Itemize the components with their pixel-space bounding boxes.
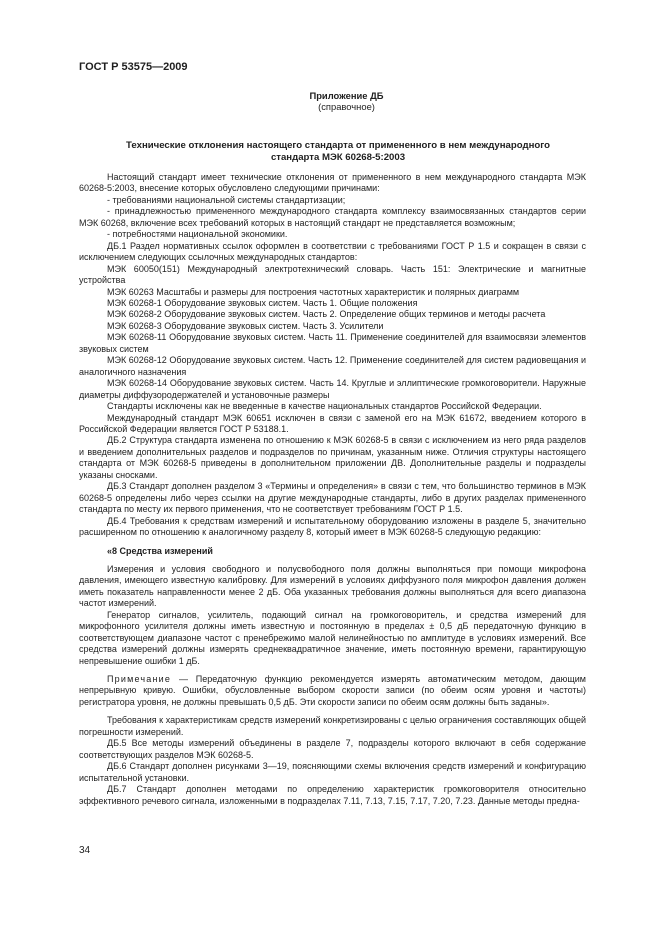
reference-item: МЭК 60268-3 Оборудование звуковых систем. Часть 3. Усилители: [107, 320, 384, 331]
reference-item: МЭК 60263 Масштабы и размеры для построения частотных характеристик и полярных диаграмм: [107, 286, 520, 297]
document-body: [79, 172, 586, 807]
excluded-standards-paragraph: Стандарты исключены как не введенные в качестве национальных стандартов Российской Федерации.: [107, 401, 542, 412]
reference-item: МЭК 60268-14 Оборудование звуковых систем. Часть 14. Круглые и эллиптические громкоговорители. Наружные диаметры диффузородержателей и установочные размеры: [79, 378, 586, 400]
title-line-1: Технические отклонения настоящего стандарта от примененного в нем международного: [126, 140, 550, 151]
clause-db1: ДБ.1 Раздел нормативных ссылок оформлен в соответствии с требованиями ГОСТ Р 1.5 и сокращен в связи с исключением следующих ссылочных международных стандартов:: [79, 240, 586, 263]
clause-db3: ДБ.3 Стандарт дополнен разделом 3 «Термины и определения» в связи с тем, что большинство терминов в МЭК 60268-5 определены либо через ссылки на другие международные стандарты, либо в других разделах примененного стандарта по месту их первого применения, что не соответствует требованиям ГОСТ Р 1.5.: [79, 481, 586, 515]
reference-item: МЭК 60268-11 Оборудование звуковых систем. Часть 11. Применение соединителей для взаимосвязи элементов звуковых систем: [79, 332, 586, 354]
note-paragraph: [79, 674, 586, 708]
requirements-paragraph: Требования к характеристикам средств измерений конкретизированы с целью ограничения составляющих общей погрешности измерений.: [79, 715, 586, 737]
appendix-heading: [0, 90, 661, 112]
document-code: ГОСТ Р 53575—2009: [79, 61, 188, 73]
reason-item: - требованиями национальной системы стандартизации;: [107, 194, 346, 205]
reference-item: МЭК 60050(151) Международный электротехнический словарь. Часть 151: Электрические и магнитные устройства: [79, 263, 586, 286]
clause-db7: ДБ.7 Стандарт дополнен методами по определению характеристик громкоговорителя относительно эффективного речевого сигнала, изложенными в подразделах 7.11, 7.13, 7.15, 7.17, 7.20, 7.23. Данные методы предна-: [79, 784, 586, 806]
reason-item: - потребностями национальной экономики.: [107, 229, 288, 240]
page-number: 34: [79, 845, 91, 856]
appendix-note: (справочное): [318, 101, 375, 112]
quoted-paragraph: Измерения и условия свободного и полусвободного поля должны выполняться при помощи микрофона давления, имеющего известную калибровку. Для измерений в условиях диффузного поля микрофон давления должен иметь показатель направленности менее 2 дБ. Оба указанных требования должны выполняться для всего диапазона частот измерений.: [79, 563, 586, 609]
replaced-standard-paragraph: Международный стандарт МЭК 60651 исключен в связи с заменой его на МЭК 61672, введением которого в Российской Федерации является ГОСТ Р 53188.1.: [79, 412, 586, 434]
note-label: Примечание: [107, 674, 172, 685]
appendix-title: Приложение ДБ: [309, 90, 384, 101]
clause-db5: ДБ.5 Все методы измерений объединены в разделе 7, подразделы которого включают в себя содержание соответствующих разделов МЭК 60268-5.: [79, 738, 586, 760]
appendix-main-title: [98, 140, 578, 164]
clause-db6: ДБ.6 Стандарт дополнен рисунками 3—19, поясняющими схемы включения средств измерений и конфигурацию испытательной установки.: [79, 761, 586, 783]
intro-paragraph: Настоящий стандарт имеет технические отклонения от примененного в нем международного стандарта МЭК 60268-5:2003, внесение которых обусловлено следующими причинами:: [79, 172, 586, 194]
title-line-2: стандарта МЭК 60268-5:2003: [270, 152, 406, 163]
reason-item: - принадлежностью примененного международного стандарта комплексу взаимосвязанных стандартов серии МЭК 60268, включение всех требований которых в настоящий стандарт не представляется возможным;: [79, 206, 586, 228]
quoted-paragraph: Генератор сигналов, усилитель, подающий сигнал на громкоговоритель, и средства измерений для микрофонного усилителя должны иметь известную и постоянную в пределах ± 0,5 дБ передаточную функцию в соответствующем диапазоне частот с пренебрежимо малой нелинейностью по амплитуде в условиях измерений. Все средства измерений должны измерять среднеквадратичное значение, иметь постоянную времени, гарантирующую непревышение ошибки 1 дБ.: [79, 609, 586, 666]
clause-db2: ДБ.2 Структура стандарта изменена по отношению к МЭК 60268-5 в связи с исключением из него ряда разделов и введением дополнительных разделов и подразделов по причинам, указанным ниже. Отличия структуры настоящего стандарта от МЭК 60268-5 приведены в дополнительном приложении ДВ. Дополнительные разделы и подразделы указаны сносками.: [79, 435, 586, 480]
reference-item: МЭК 60268-12 Оборудование звуковых систем. Часть 12. Применение соединителей для систем радиовещания и аналогичного назначения: [79, 355, 586, 377]
reference-item: МЭК 60268-1 Оборудование звуковых систем. Часть 1. Общие положения: [107, 297, 418, 308]
reference-item: МЭК 60268-2 Оборудование звуковых систем. Часть 2. Определение общих терминов и методы расчета: [107, 309, 546, 320]
quoted-section-heading: «8 Средства измерений: [107, 545, 213, 556]
note-text: — Передаточную функцию рекомендуется измерять автоматическим методом, дающим непрерывную кривую. Ошибки, обусловленные выбором скорости записи (по обеим осям уровня и частоты) регистратора уровня, не должны превышать 0,5 дБ. Эти скорости записи по обеим осям должны быть заданы».: [79, 674, 586, 707]
clause-db4: ДБ.4 Требования к средствам измерений и испытательному оборудованию изложены в разделе 5, значительно расширенном по отношению к аналогичному разделу 8, который имеет в МЭК 60268-5 следующую редакцию:: [79, 515, 586, 538]
